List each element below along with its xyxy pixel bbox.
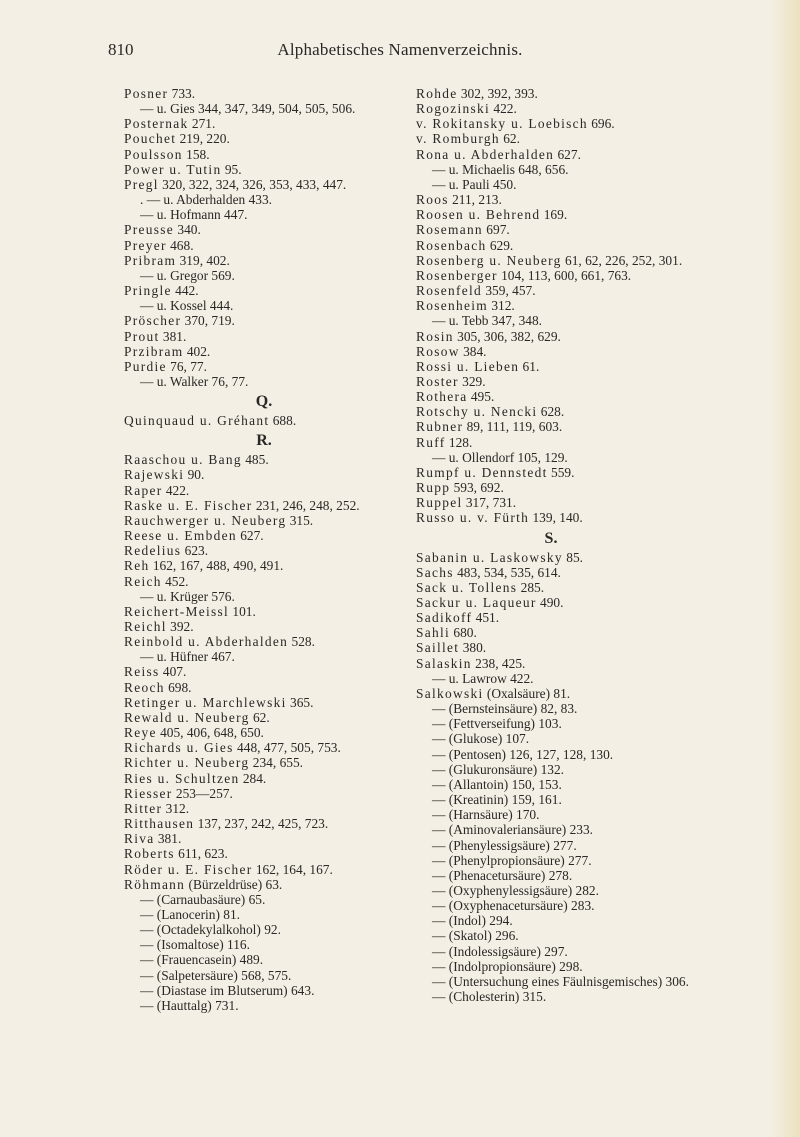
index-subentry: — u. Tebb 347, 348.	[432, 313, 543, 329]
entry-page-refs: 593, 692.	[453, 480, 504, 496]
index-subentry: — (Bernsteinsäure) 82, 83.	[432, 701, 578, 717]
entry-name: Retinger u. Marchlewski	[124, 694, 287, 710]
index-entry	[416, 238, 706, 253]
entry-page-refs: (Bürzeldrüse) 63.	[188, 876, 283, 892]
index-subentry: — (Pentosen) 126, 127, 128, 130.	[432, 746, 614, 762]
index-entry	[416, 192, 706, 207]
index-entry	[416, 550, 706, 565]
index-entry	[124, 831, 424, 846]
index-entry	[416, 207, 706, 222]
entry-page-refs: 629.	[489, 237, 514, 253]
index-entry	[416, 359, 706, 374]
entry-page-refs: 315.	[289, 512, 314, 528]
entry-name: Richter u. Neuberg	[124, 755, 250, 771]
entry-name: Röder u. E. Fischer	[124, 861, 253, 877]
entry-page-refs: 405, 406, 648, 650.	[160, 725, 264, 741]
entry-name: Reich	[124, 573, 162, 589]
entry-page-refs: 284.	[242, 770, 267, 786]
entry-page-refs: 627.	[240, 528, 264, 544]
entry-page-refs: 402.	[186, 343, 211, 359]
index-entry	[124, 680, 424, 695]
index-entry	[124, 574, 424, 589]
index-subentry: — (Allantoin) 150, 153.	[432, 776, 562, 792]
index-entry	[124, 755, 424, 770]
entry-name: Riva	[124, 831, 155, 847]
index-subentry: — u. Hofmann 447.	[140, 207, 248, 223]
index-subentry: — (Cholesterin) 315.	[432, 989, 547, 1005]
entry-page-refs: 219, 220.	[179, 131, 230, 147]
entry-page-refs: 317, 731.	[465, 495, 517, 511]
index-entry	[416, 495, 706, 510]
entry-page-refs: 76, 77.	[170, 358, 207, 374]
running-title: Alphabetisches Namenverzeichnis.	[277, 40, 523, 59]
entry-name: Salaskin	[416, 655, 472, 671]
section-heading: Q.	[255, 393, 273, 411]
index-subentry: — (Aminovaleriansäure) 233.	[432, 822, 594, 838]
entry-page-refs: 611, 623.	[178, 846, 228, 862]
index-entry	[124, 452, 424, 467]
entry-page-refs: 698.	[168, 679, 192, 695]
index-entry	[416, 131, 706, 146]
index-subentry: — (Fettverseifung) 103.	[432, 716, 562, 732]
entry-page-refs: 305, 306, 382, 629.	[457, 328, 561, 344]
entry-page-refs: 451.	[475, 610, 500, 626]
index-entry	[416, 595, 706, 610]
entry-page-refs: 381.	[162, 328, 187, 344]
index-entry	[124, 710, 424, 725]
index-entry	[416, 480, 706, 495]
index-entry	[124, 771, 424, 786]
index-subentry: — (Oxyphenylessigsäure) 282.	[432, 882, 599, 898]
index-entry	[124, 222, 424, 237]
entry-page-refs: 448, 477, 505, 753.	[237, 740, 341, 756]
entry-name: Saillet	[416, 640, 460, 656]
entry-page-refs: 623.	[184, 543, 209, 559]
entry-name: Riesser	[124, 785, 173, 801]
index-subentry: — (Untersuchung eines Fäulnisgemisches) 306.	[432, 973, 689, 989]
index-entry	[124, 359, 424, 374]
entry-page-refs: 392.	[170, 619, 194, 634]
entry-page-refs: 319, 402.	[179, 252, 230, 268]
index-entry	[124, 344, 424, 359]
entry-name: Rohde	[416, 86, 458, 101]
index-entry	[416, 465, 706, 480]
index-entry	[416, 656, 706, 671]
entry-name: Quinquaud u. Gréhant	[124, 413, 270, 429]
entry-name: Rauchwerger u. Neuberg	[124, 512, 287, 528]
entry-name: Poulsson	[124, 146, 183, 162]
entry-page-refs: 359, 457.	[485, 283, 536, 299]
entry-name: Rewald u. Neuberg	[124, 709, 250, 725]
index-subentry: — (Octadekylalkohol) 92.	[140, 922, 281, 938]
index-entry	[416, 283, 706, 298]
index-entry	[416, 268, 706, 283]
entry-name: Pringle	[124, 283, 172, 299]
entry-page-refs: 162, 167, 488, 490, 491.	[152, 558, 284, 574]
index-entry	[124, 413, 424, 428]
index-entry	[124, 634, 424, 649]
entry-page-refs: 365.	[290, 694, 314, 710]
index-subentry: — (Harnsäure) 170.	[432, 807, 540, 823]
entry-name: Raaschou u. Bang	[124, 452, 242, 468]
entry-name: Rotschy u. Nencki	[416, 404, 538, 420]
entry-name: Raper	[124, 482, 163, 498]
index-subentry: — u. Pauli 450.	[432, 176, 517, 192]
entry-name: Rosin	[416, 328, 454, 344]
entry-page-refs: 128.	[448, 434, 473, 450]
entry-page-refs: 101.	[232, 603, 256, 619]
index-subentry: — u. Lawrow 422.	[432, 670, 534, 686]
index-entry	[124, 816, 424, 831]
index-subentry: . — u. Abderhalden 433.	[140, 192, 273, 208]
entry-name: Redelius	[124, 543, 182, 559]
index-entry	[124, 483, 424, 498]
index-entry	[124, 177, 424, 192]
index-entry	[416, 389, 706, 404]
index-entry	[124, 147, 424, 162]
index-entry	[416, 329, 706, 344]
index-subentry: — (Lanocerin) 81.	[140, 906, 241, 922]
index-subentry: — (Salpetersäure) 568, 575.	[140, 967, 292, 983]
entry-page-refs: 271.	[191, 116, 216, 132]
entry-name: Rosenfeld	[416, 283, 482, 299]
index-entry	[124, 801, 424, 816]
entry-name: Reinbold u. Abderhalden	[124, 634, 289, 650]
index-entry	[416, 298, 706, 313]
entry-name: Pouchet	[124, 131, 177, 147]
entry-name: Roosen u. Behrend	[416, 207, 541, 223]
entry-name: Sack u. Tollens	[416, 579, 518, 595]
entry-page-refs: 169.	[543, 207, 568, 223]
entry-page-refs: 490.	[540, 595, 564, 610]
entry-name: Rossi u. Lieben	[416, 358, 520, 374]
entry-name: Rosenheim	[416, 298, 488, 314]
entry-name: Power u. Tutin	[124, 161, 222, 177]
entry-name: Pribram	[124, 252, 177, 268]
entry-page-refs: 312.	[491, 298, 515, 314]
entry-page-refs: 85.	[566, 549, 583, 565]
index-entry	[416, 253, 706, 268]
index-entry	[416, 625, 706, 640]
entry-page-refs: 62.	[252, 709, 270, 725]
entry-name: Reye	[124, 725, 157, 741]
index-entry	[124, 86, 424, 101]
entry-name: Rosemann	[416, 222, 483, 238]
entry-page-refs: (Oxalsäure) 81.	[486, 685, 571, 701]
entry-page-refs: 329.	[462, 373, 486, 389]
entry-page-refs: 62.	[503, 131, 520, 147]
index-entry	[124, 238, 424, 253]
entry-name: Rumpf u. Dennstedt	[416, 464, 548, 480]
entry-name: Rosenberger	[416, 267, 498, 283]
entry-name: Ruff	[416, 434, 446, 450]
entry-page-refs: 89, 111, 119, 603.	[466, 419, 563, 435]
index-subentry: — u. Ollendorf 105, 129.	[432, 449, 568, 465]
entry-page-refs: 485.	[245, 452, 269, 468]
entry-name: Rubner	[416, 419, 464, 435]
index-subentry: — u. Krüger 576.	[140, 588, 235, 604]
entry-name: Posner	[124, 86, 169, 101]
index-subentry: — (Hauttalg) 731.	[140, 997, 239, 1013]
index-entry	[416, 374, 706, 389]
entry-page-refs: 452.	[165, 573, 189, 589]
entry-name: Richards u. Gies	[124, 740, 234, 756]
entry-name: Rajewski	[124, 467, 185, 483]
entry-page-refs: 696.	[591, 116, 615, 132]
index-entry	[124, 253, 424, 268]
index-entry	[124, 283, 424, 298]
entry-page-refs: 370, 719.	[184, 313, 235, 329]
entry-page-refs: 442.	[175, 283, 199, 299]
entry-page-refs: 211, 213.	[452, 192, 502, 208]
entry-name: Ritthausen	[124, 816, 195, 832]
entry-name: Purdie	[124, 358, 167, 374]
index-entry	[416, 101, 706, 116]
index-subentry: — (Isomaltose) 116.	[140, 937, 250, 953]
entry-page-refs: 104, 113, 600, 661, 763.	[501, 267, 632, 283]
entry-name: Roster	[416, 373, 459, 389]
entry-page-refs: 61.	[522, 358, 540, 374]
index-subentry: — (Phenylessigsäure) 277.	[432, 837, 577, 853]
entry-page-refs: 384.	[463, 343, 487, 359]
index-entry	[124, 695, 424, 710]
entry-name: Salkowski	[416, 685, 484, 701]
entry-page-refs: 422.	[165, 482, 190, 498]
index-entry	[124, 116, 424, 131]
index-entry	[124, 862, 424, 877]
index-entry	[124, 725, 424, 740]
entry-name: Sackur u. Laqueur	[416, 595, 537, 610]
entry-page-refs: 422.	[493, 101, 517, 117]
entry-page-refs: 680.	[453, 625, 477, 641]
entry-name: Roberts	[124, 846, 175, 862]
entry-page-refs: 628.	[540, 404, 565, 420]
entry-name: Reichert-Meissl	[124, 603, 230, 619]
index-column-right	[416, 86, 706, 1004]
index-subentry: — (Skatol) 296.	[432, 928, 519, 944]
entry-name: Reh	[124, 558, 150, 574]
page-number: 810	[108, 40, 134, 59]
entry-name: Rothera	[416, 389, 468, 405]
index-entry	[124, 846, 424, 861]
entry-name: Preusse	[124, 222, 175, 238]
index-subentry: — (Diastase im Blutserum) 643.	[140, 982, 315, 998]
index-subentry: — u. Gregor 569.	[140, 267, 235, 283]
entry-page-refs: 688.	[272, 413, 297, 429]
index-entry	[416, 86, 706, 101]
section-heading: R.	[256, 432, 272, 450]
entry-name: Rupp	[416, 480, 451, 496]
entry-name: Reiss	[124, 664, 160, 680]
index-entry	[416, 222, 706, 237]
entry-page-refs: 312.	[165, 800, 190, 816]
entry-name: Roos	[416, 192, 449, 208]
index-entry	[416, 686, 706, 701]
entry-page-refs: 380.	[462, 640, 487, 656]
index-subentry: — (Indolpropionsäure) 298.	[432, 958, 583, 974]
page-edge-shading	[770, 0, 800, 1137]
index-entry	[416, 610, 706, 625]
index-subentry: — u. Walker 76, 77.	[140, 373, 249, 389]
index-column-left	[124, 86, 424, 1013]
entry-name: Rosenbach	[416, 237, 487, 253]
entry-page-refs: 253—257.	[175, 785, 233, 801]
index-entry	[416, 344, 706, 359]
index-subentry: — (Phenylpropionsäure) 277.	[432, 852, 592, 868]
entry-page-refs: 468.	[170, 237, 194, 253]
entry-page-refs: 559.	[551, 464, 575, 480]
index-entry	[124, 513, 424, 528]
index-entry	[124, 131, 424, 146]
index-entry	[124, 664, 424, 679]
index-entry	[416, 419, 706, 434]
index-entry	[124, 558, 424, 573]
index-entry	[124, 543, 424, 558]
entry-name: Reese u. Embden	[124, 528, 237, 544]
index-subentry: — u. Gies 344, 347, 349, 504, 505, 506.	[140, 101, 356, 117]
entry-name: Rosow	[416, 343, 460, 359]
entry-page-refs: 627.	[557, 146, 581, 162]
entry-page-refs: 137, 237, 242, 425, 723.	[197, 816, 329, 832]
entry-page-refs: 95.	[224, 161, 242, 177]
entry-name: Przibram	[124, 343, 184, 359]
index-entry	[416, 404, 706, 419]
entry-name: Reichl	[124, 619, 167, 634]
entry-page-refs: 340.	[177, 222, 201, 238]
entry-page-refs: 407.	[162, 664, 187, 680]
entry-name: v. Rokitansky u. Loebisch	[416, 116, 588, 132]
entry-name: Pröscher	[124, 313, 182, 329]
entry-page-refs: 528.	[291, 634, 315, 650]
entry-page-refs: 90.	[187, 467, 205, 483]
entry-page-refs: 483, 534, 535, 614.	[457, 564, 561, 580]
entry-name: Sahli	[416, 625, 451, 641]
entry-page-refs: 61, 62, 226, 252, 301.	[565, 252, 683, 268]
index-entry	[124, 528, 424, 543]
entry-name: Rona u. Abderhalden	[416, 146, 555, 162]
entry-name: Sachs	[416, 564, 454, 580]
entry-name: Preyer	[124, 237, 167, 253]
index-entry	[416, 640, 706, 655]
entry-page-refs: 320, 322, 324, 326, 353, 433, 447.	[162, 176, 347, 192]
index-entry	[416, 147, 706, 162]
entry-page-refs: 733.	[171, 86, 196, 101]
index-subentry: — (Carnaubasäure) 65.	[140, 891, 266, 907]
entry-name: Ruppel	[416, 495, 463, 511]
index-entry	[124, 329, 424, 344]
index-entry	[124, 467, 424, 482]
entry-name: Prout	[124, 328, 160, 344]
entry-name: Pregl	[124, 176, 159, 192]
index-entry	[416, 435, 706, 450]
index-subentry: — (Glukuronsäure) 132.	[432, 761, 565, 777]
index-entry	[416, 116, 706, 131]
index-subentry: — (Kreatinin) 159, 161.	[432, 792, 562, 808]
entry-page-refs: 495.	[470, 389, 495, 405]
index-subentry: — u. Michaelis 648, 656.	[432, 161, 569, 177]
entry-page-refs: 231, 246, 248, 252.	[255, 497, 360, 513]
index-subentry: — (Frauencasein) 489.	[140, 952, 264, 968]
index-entry	[124, 162, 424, 177]
entry-name: Posternak	[124, 116, 189, 132]
index-entry	[124, 877, 424, 892]
entry-page-refs: 139, 140.	[532, 510, 583, 526]
entry-name: Reoch	[124, 679, 165, 695]
index-subentry: — (Indol) 294.	[432, 913, 513, 929]
entry-page-refs: 234, 655.	[252, 755, 303, 771]
entry-name: v. Romburgh	[416, 131, 500, 147]
entry-name: Rogozinski	[416, 101, 491, 117]
index-entry	[124, 498, 424, 513]
entry-name: Sadikoff	[416, 610, 473, 626]
index-subentry: — (Indolessigsäure) 297.	[432, 943, 568, 959]
index-entry	[416, 510, 706, 525]
entry-page-refs: 381.	[157, 831, 182, 847]
entry-page-refs: 302, 392, 393.	[460, 86, 538, 101]
index-subentry: — (Oxyphenacetursäure) 283.	[432, 898, 595, 914]
index-subentry: — u. Hüfner 467.	[140, 649, 235, 665]
section-heading: S.	[544, 529, 558, 547]
entry-name: Ries u. Schultzen	[124, 770, 240, 786]
entry-name: Sabanin u. Laskowsky	[416, 549, 563, 565]
index-entry	[124, 786, 424, 801]
index-subentry: — (Glukose) 107.	[432, 731, 530, 747]
entry-page-refs: 158.	[186, 146, 210, 162]
index-entry	[124, 313, 424, 328]
index-subentry: — u. Kossel 444.	[140, 298, 234, 314]
entry-name: Russo u. v. Fürth	[416, 510, 530, 526]
index-entry	[416, 580, 706, 595]
index-entry	[124, 604, 424, 619]
index-entry	[416, 565, 706, 580]
entry-name: Ritter	[124, 800, 163, 816]
index-entry	[124, 740, 424, 755]
entry-name: Röhmann	[124, 876, 186, 892]
index-entry	[124, 619, 424, 634]
index-subentry: — (Phenacetursäure) 278.	[432, 867, 573, 883]
entry-page-refs: 697.	[486, 222, 510, 238]
entry-name: Rosenberg u. Neuberg	[416, 252, 562, 268]
page-header	[0, 40, 800, 64]
entry-page-refs: 162, 164, 167.	[255, 861, 333, 877]
entry-name: Raske u. E. Fischer	[124, 497, 253, 513]
entry-page-refs: 238, 425.	[475, 655, 526, 671]
entry-page-refs: 285.	[520, 579, 545, 595]
